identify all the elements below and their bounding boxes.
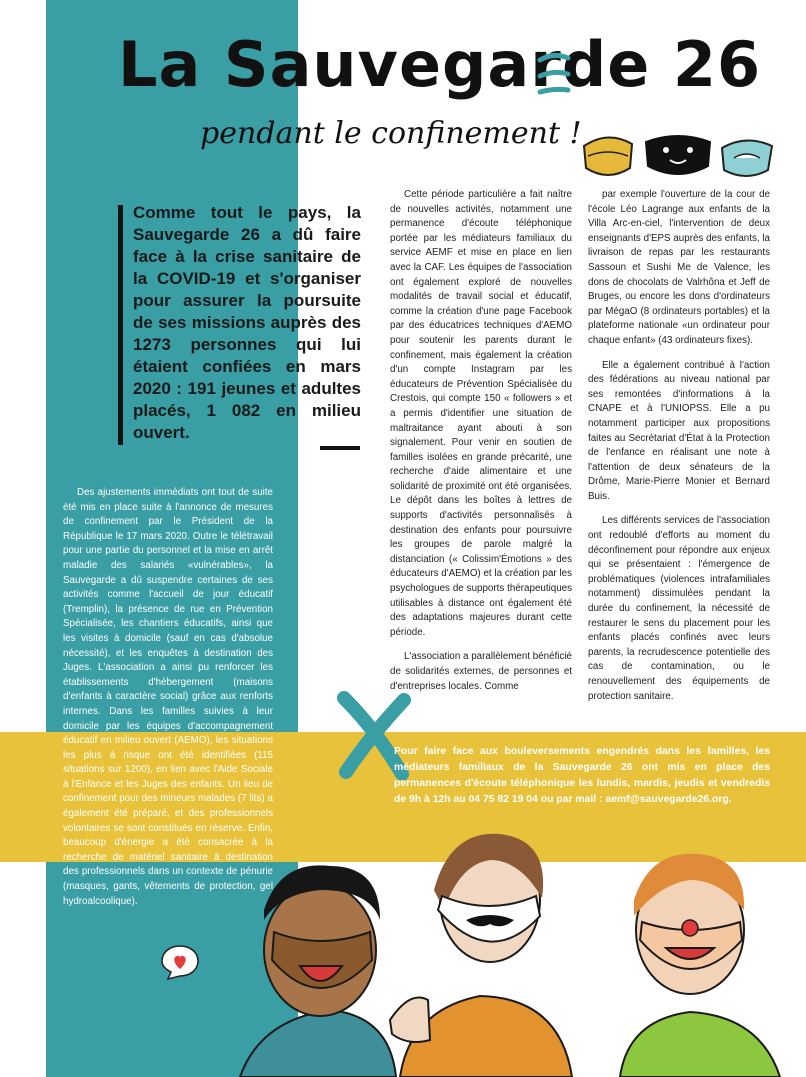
teal-mask-icon — [722, 140, 772, 176]
black-mask-icon — [646, 136, 710, 174]
masks-illustration — [578, 126, 778, 186]
helpline-callout: Pour faire face aux bouleversements engendrés dans les familles, les médiateurs familiaux de la Sauvegarde 26 ont mis en place des permanences d'écoute téléphonique les lundis, mardis, jeudis et vendredis de 9h à 12h au 04 75 82 19 04 ou par mail : aemf@sauvegarde26.org. — [394, 746, 770, 805]
page-title: La Sauvegarde 26 — [118, 28, 762, 101]
left-paragraph: Des ajustements immédiats ont tout de suite été mis en place suite à l'annonce de mesures de confinement par le Président de la République le 17 mars 2020. Outre le télétravail pour une partie du personnel et la mise en arrêt maladie des salariés «vulnérables», la Sauvegarde a dû suspendre certaines de ses activités comme l'accueil de jour éducatif (Tremplin), la présence de rue en Prévention Spécialisée, les chantiers éducatifs, ainsi que les visites à domicile (sauf en cas d'absolue nécessité), et les enquêtes à destination des Juges. L'association a ainsi pu renforcer les établissements d'hébergement (maisons d'enfants à caractère social) grâce aux renforts internes. Dans les familles suivies à leur domicile par les équipes d'accompagnement éducatif en milieu ouvert (AEMO), les situations les plus à risque ont été identifiées (115 situations sur 1200), en lien avec l'Aide Sociale à l'Enfance et les Juges des enfants. Un lieu de confinement pour des mineurs malades (7 lits) a également été préparé, et des professionnels volontaires se sont constitués en réserve. Enfin, beaucoup d'énergie a été consacrée à la recherche de matériel sanitaire à destination des professionnels dans un contexte de pénurie (masques, gants, vêtements de protection, gel hydroalcoolique). — [63, 487, 273, 907]
right-paragraph-2: Elle a également contribué à l'action des fédérations au niveau national par ses remontées d'informations à la CNAPE et à l'UNIOPSS. Elle a pu notamment participer aux propositions faites au Secrétariat d'État à la Protection de l'enfance en réalisant une note à l'attention de deux sénateurs de la Drôme, Marie-Pierre Monier et Bernard Buis. — [588, 359, 770, 502]
yellow-mask-icon — [584, 137, 632, 175]
child-right — [620, 854, 780, 1077]
middle-column — [390, 188, 572, 704]
child-left — [240, 865, 396, 1077]
middle-paragraph-1: Cette période particulière a fait naître de nouvelles activités, notamment une permanence d'écoute téléphonique portée par les médiateurs familiaux du service AEMF et mise en place en lien avec la CAF. Les équipes de l'association ont également exploré de nouvelles modalités de travail social et éducatif, comme la création d'une page Facebook par des éducatrices techniques d'AEMO pour soutenir les parents durant le confinement, mais également la création d'un compte Instagram par les éducateurs de Prévention Spécialisée du Crestois, qui compte 150 « followers » et a permis d'identifier une situation de maltraitance ayant abouti à son signalement. Pour venir en soutien de familles isolées en grande précarité, une recherche d'aide alimentaire et une solidarité de proximité ont été organisées. Le dépôt dans les boîtes à lettres de supports d'activités personnalisés à destination des enfants pour poursuivre les groupes de parole malgré la distanciation (« Colissim'Émotions » des éducateurs d'AEMO) et la création par les psychologues de supports thérapeutiques utilisables à distance ont également été des adaptations majeures durant cette période. — [390, 189, 572, 638]
right-column — [588, 188, 770, 714]
child-middle — [390, 834, 572, 1077]
middle-paragraph-2: L'association a parallèlement bénéficié de solidarités externes, de personnes et d'entreprises locales. Comme — [390, 651, 572, 692]
intro-accent-bar — [118, 205, 123, 445]
right-paragraph-1: par exemple l'ouverture de la cour de l'école Léo Lagrange aux enfants de la Villa Arc-en-ciel, l'intervention de deux enseignants d'EPS auprès des enfants, la livraison de repas par les restaurants Sassoun et Sushi Me de Valence, les dons de chocolats de Valrhôna et Jeff de Bruges, ou encore les dons d'ordinateurs par MégaO (8 ordinateurs portables) et la plateforme nationale «un ordinateur pour chaque enfant» (43 ordinateurs fixes). — [588, 189, 770, 346]
equals-lines-icon — [536, 50, 572, 100]
intro-paragraph: Comme tout le pays, la Sauvegarde 26 a dû faire face à la crise sanitaire de la COVID-19 et s'organiser pour assurer la poursuite de ses missions auprès des 1273 personnes qui lui étaient confiées en mars 2020 : 191 jeunes et adultes placés, 1 082 en milieu ouvert. — [133, 203, 361, 442]
intro-underline — [320, 446, 360, 450]
right-paragraph-3: Les différents services de l'association ont redoublé d'efforts au moment du déconfinement pour répondre aux enjeux qui se présentaient : l'émergence de problématiques (violences intrafamiliales notamment) dissimulées pendant la durée du confinement, la nécessité de restaurer le sens du placement pour les enfants placés confinés avec leurs parents, la recrudescence potentielle des cas de contamination, ou le renouvellement des équipements de protection sanitaire. — [588, 515, 770, 702]
children-illustration — [220, 820, 806, 1077]
page-subtitle: pendant le confinement ! — [200, 116, 582, 151]
heart-bubble-icon — [160, 944, 200, 980]
